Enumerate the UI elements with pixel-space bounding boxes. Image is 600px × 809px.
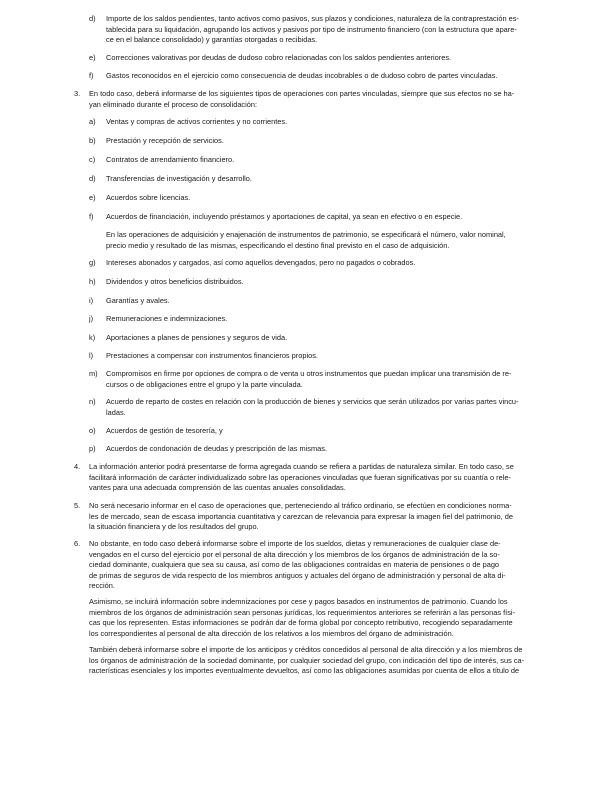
- text-line: miembros de los órganos de administración sean personas jurídicas, los requerimientos anteriores se referirán a las personas físi-: [89, 607, 515, 617]
- numbered-paragraph: [89, 14, 528, 46]
- text-line: precio medio y resultado de las mismas, especificando el destino final previsto en el caso de adquisición.: [106, 240, 450, 250]
- text-line: Acuerdos de financiación, incluyendo préstamos y aportaciones de capital, ya sean en efectivo o en especie.: [106, 212, 463, 221]
- list-marker: h): [89, 277, 96, 286]
- paragraph-text: [106, 193, 528, 204]
- numbered-paragraph: [89, 426, 528, 437]
- text-line: vantes para una adecuada comprensión de las cuentas anuales consolidadas.: [89, 483, 346, 493]
- text-line: En las operaciones de adquisición y enajenación de instrumentos de patrimonio, se especificará el número, valor nominal,: [106, 230, 506, 239]
- text-line: No obstante, en todo caso deberá informarse sobre el importe de los sueldos, dietas y remuneraciones de cualquier clase de-: [89, 539, 501, 548]
- text-line: En todo caso, deberá informarse de los siguientes tipos de operaciones con partes vinculadas, siempre que sus efectos no se ha-: [89, 89, 515, 98]
- list-marker: n): [89, 397, 96, 406]
- text-line: ladas.: [106, 407, 126, 417]
- list-marker: l): [89, 351, 94, 360]
- text-line: Aportaciones a planes de pensiones y seguros de vida.: [106, 333, 288, 342]
- numbered-paragraph: [89, 369, 528, 390]
- text-line: racterísticas esenciales y los importes eventualmente devueltos, así como las obligaciones asumidas por cuenta de ellos a título de: [89, 666, 520, 676]
- numbered-paragraph: [89, 155, 528, 166]
- list-marker: k): [89, 333, 96, 342]
- text-line: La información anterior podrá presentarse de forma agregada cuando se refiera a partidas de naturaleza similar. En todo caso, se: [89, 462, 514, 471]
- list-marker: m): [89, 369, 98, 378]
- numbered-paragraph: [89, 136, 528, 147]
- list-marker: a): [89, 117, 96, 126]
- list-marker: f): [89, 212, 94, 221]
- numbered-paragraph: [89, 174, 528, 185]
- list-marker: d): [89, 14, 96, 23]
- text-line: la situación financiera y de los resultados del grupo.: [89, 522, 259, 532]
- text-line: facilitará información de carácter individualizado sobre las operaciones vinculadas que fueran significativas por su cuantía o rele-: [89, 472, 511, 482]
- paragraph-text: [106, 53, 528, 64]
- list-marker: j): [89, 314, 94, 323]
- numbered-paragraph: [74, 89, 528, 110]
- text-line: cas que los representen. Estas informaciones se podrán dar de forma global por concepto retributivo, recogiendo separadamente: [89, 618, 513, 628]
- text-line: Acuerdos de gestión de tesorería, y: [106, 426, 223, 435]
- text-line: ciedad dominante, cualquiera que sea su causa, así como de las obligaciones contraídas en materia de pensiones o de pago: [89, 560, 500, 570]
- list-marker: i): [89, 296, 94, 305]
- text-line: Prestaciones a compensar con instrumentos financieros propios.: [106, 351, 318, 360]
- paragraph-text: [89, 501, 528, 533]
- text-line: yan eliminado durante el proceso de consolidación:: [89, 99, 258, 109]
- paragraph: [89, 597, 528, 639]
- paragraph-text: [106, 426, 528, 437]
- text-line: rección.: [89, 581, 115, 591]
- paragraph: [89, 645, 528, 677]
- numbered-paragraph: [74, 462, 528, 494]
- text-line: Garantías y avales.: [106, 296, 170, 305]
- text-line: Intereses abonados y cargados, así como aquellos devengados, pero no pagados o cobrados.: [106, 258, 416, 267]
- list-marker: g): [89, 258, 96, 267]
- paragraph-text: [106, 351, 528, 362]
- paragraph-text: [106, 333, 528, 344]
- paragraph-text: [106, 369, 528, 390]
- numbered-paragraph: [89, 277, 528, 288]
- list-marker: b): [89, 136, 96, 145]
- list-marker: d): [89, 174, 96, 183]
- paragraph-text: [89, 539, 528, 592]
- text-line: les de mercado, sean de escasa importancia cuantitativa y carezcan de relevancia para expresar la imagen fiel del patrimonio, de: [89, 511, 513, 521]
- paragraph-text: [106, 314, 528, 325]
- list-marker: c): [89, 155, 96, 164]
- text-line: Gastos reconocidos en el ejercicio como consecuencia de deudas incobrables o de dudoso cobro de partes vinculadas.: [106, 71, 498, 80]
- numbered-paragraph: [89, 314, 528, 325]
- text-line: Asimismo, se incluirá información sobre indemnizaciones por cese y pagos basados en instrumentos de patrimonio. Cuando los: [89, 597, 508, 606]
- text-line: Correcciones valorativas por deudas de dudoso cobro relacionadas con los saldos pendientes anteriores.: [106, 53, 452, 62]
- paragraph-text: [106, 174, 528, 185]
- paragraph-text: [106, 258, 528, 269]
- numbered-paragraph: [89, 296, 528, 307]
- text-line: cursos o de obligaciones entre el grupo y la parte vinculada.: [106, 379, 303, 389]
- numbered-paragraph: [89, 212, 528, 223]
- list-marker: p): [89, 444, 96, 453]
- paragraph-text: [106, 14, 528, 46]
- text-line: No será necesario informar en el caso de operaciones que, perteneciendo al tráfico ordinario, se efectúen en condiciones norma-: [89, 501, 512, 510]
- paragraph-text: [106, 155, 528, 166]
- numbered-paragraph: [89, 117, 528, 128]
- paragraph-text: [89, 89, 528, 110]
- text-line: Prestación y recepción de servicios.: [106, 136, 224, 145]
- paragraph-text: [89, 462, 528, 494]
- list-marker: e): [89, 53, 96, 62]
- numbered-paragraph: [89, 71, 528, 82]
- text-line: vengados en el curso del ejercicio por el personal de alta dirección y los miembros de los órganos de administración de la so-: [89, 549, 500, 559]
- numbered-paragraph: [74, 539, 528, 592]
- text-line: Importe de los saldos pendientes, tanto activos como pasivos, sus plazos y condiciones, naturaleza de la contraprestación es-: [106, 14, 519, 23]
- text-line: También deberá informarse sobre el importe de los anticipos y créditos concedidos al personal de alta dirección y a los miembros de: [89, 645, 523, 654]
- text-line: Contratos de arrendamiento financiero.: [106, 155, 235, 164]
- text-line: Dividendos y otros beneficios distribuidos.: [106, 277, 244, 286]
- list-marker: 3.: [74, 89, 81, 98]
- paragraph-text: [106, 212, 528, 223]
- text-line: Compromisos en firme por opciones de compra o de venta u otros instrumentos que puedan implicar una transmisión de re-: [106, 369, 512, 378]
- text-line: ce en el balance consolidado) y garantías otorgadas o recibidas.: [106, 35, 318, 45]
- paragraph-text: [106, 277, 528, 288]
- paragraph-text: [89, 645, 528, 677]
- numbered-paragraph: [89, 444, 528, 455]
- text-line: de primas de seguros de vida respecto de los miembros antiguos y actuales del órgano de administración y personal de alta di-: [89, 570, 506, 580]
- list-marker: 6.: [74, 539, 81, 548]
- text-line: Acuerdos sobre licencias.: [106, 193, 191, 202]
- paragraph: [106, 230, 528, 251]
- numbered-paragraph: [89, 258, 528, 269]
- numbered-paragraph: [89, 193, 528, 204]
- numbered-paragraph: [89, 333, 528, 344]
- paragraph-text: [106, 397, 528, 418]
- paragraph-text: [106, 296, 528, 307]
- text-line: Ventas y compras de activos corrientes y no corrientes.: [106, 117, 288, 126]
- paragraph-text: [106, 444, 528, 455]
- text-line: Acuerdos de condonación de deudas y prescripción de las mismas.: [106, 444, 328, 453]
- numbered-paragraph: [89, 351, 528, 362]
- text-line: los órganos de administración de la sociedad dominante, por cualquier sociedad del grupo, con indicación del tipo de interés, sus ca-: [89, 655, 525, 665]
- paragraph-text: [89, 597, 528, 639]
- numbered-paragraph: [74, 501, 528, 533]
- list-marker: 4.: [74, 462, 81, 471]
- numbered-paragraph: [89, 53, 528, 64]
- text-line: Remuneraciones e indemnizaciones.: [106, 314, 228, 323]
- list-marker: e): [89, 193, 96, 202]
- paragraph-text: [106, 136, 528, 147]
- paragraph-text: [106, 230, 528, 251]
- text-line: los correspondientes al personal de alta dirección de los relativos a los miembros del órgano de administración.: [89, 628, 454, 638]
- paragraph-text: [106, 71, 528, 82]
- numbered-paragraph: [89, 397, 528, 418]
- text-line: Transferencias de investigación y desarrollo.: [106, 174, 252, 183]
- paragraph-text: [106, 117, 528, 128]
- list-marker: o): [89, 426, 96, 435]
- list-marker: f): [89, 71, 94, 80]
- list-marker: 5.: [74, 501, 81, 510]
- text-line: tablecida para su liquidación, agrupando los activos y pasivos por tipo de instrumento financiero (con la estructura que apare-: [106, 24, 517, 34]
- text-line: Acuerdo de reparto de costes en relación con la producción de bienes y servicios que serán utilizados por varias partes vincu-: [106, 397, 519, 406]
